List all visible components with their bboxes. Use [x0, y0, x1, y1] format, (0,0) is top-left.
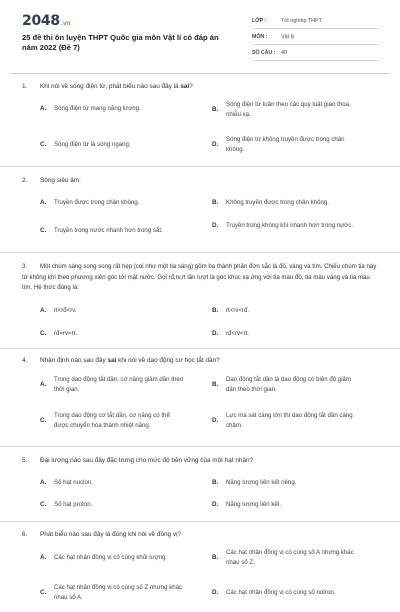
question-number: 6.: [22, 531, 28, 538]
option-c[interactable]: [40, 140, 184, 150]
meta-value: Tốt nghiệp THPT: [281, 17, 322, 24]
option-letter: C.: [40, 417, 47, 424]
question-number: 1.: [22, 83, 28, 90]
logo-suffix: .vn: [60, 20, 71, 27]
option-b[interactable]: [212, 375, 356, 395]
option-d[interactable]: [212, 411, 356, 431]
question-number: 5.: [22, 457, 28, 464]
option-letter: B.: [212, 199, 219, 206]
option-letter: B.: [212, 106, 219, 113]
question-tail: khi nói về dao động cơ học tắt dần?: [116, 357, 220, 364]
option-text: Trong dao động cơ tắt dần, cơ năng có thể được chuyển hóa thành nhiệt năng.: [54, 412, 170, 429]
site-logo[interactable]: [22, 13, 70, 29]
meta-label: LỚP :: [252, 17, 267, 24]
option-text: Các hạt nhân đồng vị có cùng số A nhưng khác nhau số Z.: [226, 549, 354, 566]
option-text: Sóng điện từ tuân theo các quy luật giao thoa, nhiễu xạ.: [226, 101, 351, 118]
option-letter: A.: [40, 479, 47, 486]
option-letter: A.: [40, 199, 47, 206]
option-text: Truyền được trong chân không.: [54, 199, 140, 206]
option-a[interactable]: [40, 104, 184, 114]
question-body: Khi nói về sóng điện từ, phát biểu nào sau đây là: [40, 83, 181, 90]
option-letter: D.: [212, 501, 219, 508]
meta-row-subject: [252, 29, 380, 45]
option-text: Trong dao động tắt dần, cơ năng giảm dần theo thời gian.: [54, 376, 184, 393]
option-letter: A.: [40, 105, 47, 112]
meta-value: 40: [281, 49, 287, 56]
option-c[interactable]: [40, 329, 184, 339]
question-text: [22, 176, 378, 187]
option-a[interactable]: [40, 306, 184, 316]
option-letter: C.: [40, 227, 47, 234]
question-item: [0, 522, 400, 612]
option-letter: C.: [40, 141, 47, 148]
option-text: Truyền trong nước nhanh hơn trong sắt.: [54, 227, 163, 234]
option-b[interactable]: [212, 198, 356, 208]
option-letter: B.: [212, 381, 219, 388]
meta-row-count: [252, 45, 380, 61]
header-divider: [10, 73, 390, 74]
option-text: Sóng điện từ là sóng ngang.: [54, 141, 131, 148]
option-a[interactable]: [40, 553, 184, 563]
option-c[interactable]: [40, 226, 184, 236]
question-body: Đại lượng nào sau đây đặc trưng cho mức độ bền vững của một hạt nhân?: [40, 457, 254, 464]
question-text: [22, 82, 378, 93]
option-letter: C.: [40, 501, 47, 508]
option-text: rđ<rv<rt.: [226, 330, 250, 337]
option-c[interactable]: [40, 411, 184, 431]
question-number: 4.: [22, 357, 28, 364]
option-text: rđ=rv=rt.: [54, 330, 78, 337]
question-text: [22, 456, 378, 467]
page-header: [0, 0, 400, 72]
question-number: 2.: [22, 177, 28, 184]
option-text: Năng lượng liên kết.: [226, 501, 282, 508]
question-item: [0, 447, 400, 522]
option-letter: B.: [212, 307, 219, 314]
option-letter: B.: [212, 479, 219, 486]
question-text: [22, 356, 378, 367]
question-item: [0, 167, 400, 253]
option-d[interactable]: [212, 135, 356, 155]
meta-row-class: [252, 13, 380, 29]
option-b[interactable]: [212, 548, 356, 568]
meta-table: [252, 13, 380, 61]
question-tail: ?: [189, 83, 193, 90]
option-text: Không truyền được trong chân không.: [226, 199, 329, 206]
meta-label: MÔN :: [252, 33, 268, 40]
option-text: Sóng điện từ mang năng lượng.: [54, 105, 141, 112]
question-text: [22, 262, 378, 294]
option-text: rt<rv<rđ.: [226, 307, 250, 314]
option-letter: D.: [212, 222, 219, 229]
option-a[interactable]: [40, 478, 184, 488]
option-text: Số hạt nuclon.: [54, 479, 93, 486]
option-text: Sóng điện từ không truyền được trong chân không.: [226, 136, 345, 153]
question-number: 3.: [22, 263, 28, 270]
option-text: Năng lượng liên kết riêng.: [226, 479, 297, 486]
option-letter: D.: [212, 330, 219, 337]
question-item: [0, 253, 400, 349]
option-b[interactable]: [212, 100, 356, 120]
option-text: Dao động tắt dần là dao động có biên độ giảm dần theo thời gian.: [226, 376, 352, 393]
question-text: [22, 530, 378, 541]
option-text: Các hạt nhân đồng vị có cùng số Z nhưng khác nhau số A.: [54, 584, 183, 601]
option-letter: D.: [212, 141, 219, 148]
option-text: Lực ma sát càng lớn thì dao động tắt dần càng chậm.: [226, 412, 353, 429]
question-body: Sóng siêu âm:: [40, 177, 81, 184]
option-letter: B.: [212, 554, 219, 561]
option-c[interactable]: [40, 500, 184, 510]
meta-label: SỐ CÂU :: [252, 49, 276, 56]
option-letter: C.: [40, 330, 47, 337]
option-a[interactable]: [40, 198, 184, 208]
option-text: rt<rđ<rv.: [54, 307, 77, 314]
question-body: Một chùm sáng song song rất hẹp (coi như một tia sáng) gồm ba thành phần đơn sắc là đỏ, vàng và tím. Chiếu chùm tia này từ không khí theo phương xiên góc tới mặt nước. Gọi rđ,rv,rt lần lượt là góc khúc xạ ứng với tia màu đỏ, tia màu vàng và tia màu tím. Hệ thức đúng là:: [22, 263, 377, 291]
option-text: Truyền trong không khí nhanh hơn trong nước.: [226, 222, 354, 229]
question-list: [0, 78, 400, 612]
question-item: [0, 78, 400, 167]
option-d[interactable]: [212, 500, 356, 510]
question-emphasis: sai: [107, 357, 117, 364]
option-text: Các hạt nhân đồng vị có cùng khối lượng.: [54, 554, 168, 561]
document-title: 25 đề thi ôn luyện THPT Quốc gia môn Vật lí có đáp án năm 2022 (Đề 7): [22, 33, 219, 52]
logo-text: 2048: [22, 13, 60, 29]
question-body: Phát biểu nào sau đây là đúng khi nói về đồng vị?: [40, 531, 182, 538]
option-letter: A.: [40, 307, 47, 314]
question-body: Nhận định nào sau đây: [40, 357, 108, 364]
option-d[interactable]: [212, 588, 356, 598]
option-letter: D.: [212, 417, 219, 424]
option-text: Số hạt proton.: [54, 501, 93, 508]
option-b[interactable]: [212, 306, 356, 316]
option-letter: C.: [40, 589, 47, 596]
question-emphasis: sai: [180, 83, 190, 90]
option-d[interactable]: [212, 221, 356, 231]
option-text: Các hạt nhân đồng vị có cùng số notron.: [226, 589, 336, 596]
option-letter: A.: [40, 554, 47, 561]
question-item: [0, 349, 400, 447]
option-b[interactable]: [212, 478, 356, 488]
option-c[interactable]: [40, 583, 184, 603]
option-d[interactable]: [212, 329, 356, 339]
option-a[interactable]: [40, 375, 184, 395]
option-letter: A.: [40, 381, 47, 388]
option-letter: D.: [212, 589, 219, 596]
meta-value: Vật lý: [281, 33, 295, 40]
